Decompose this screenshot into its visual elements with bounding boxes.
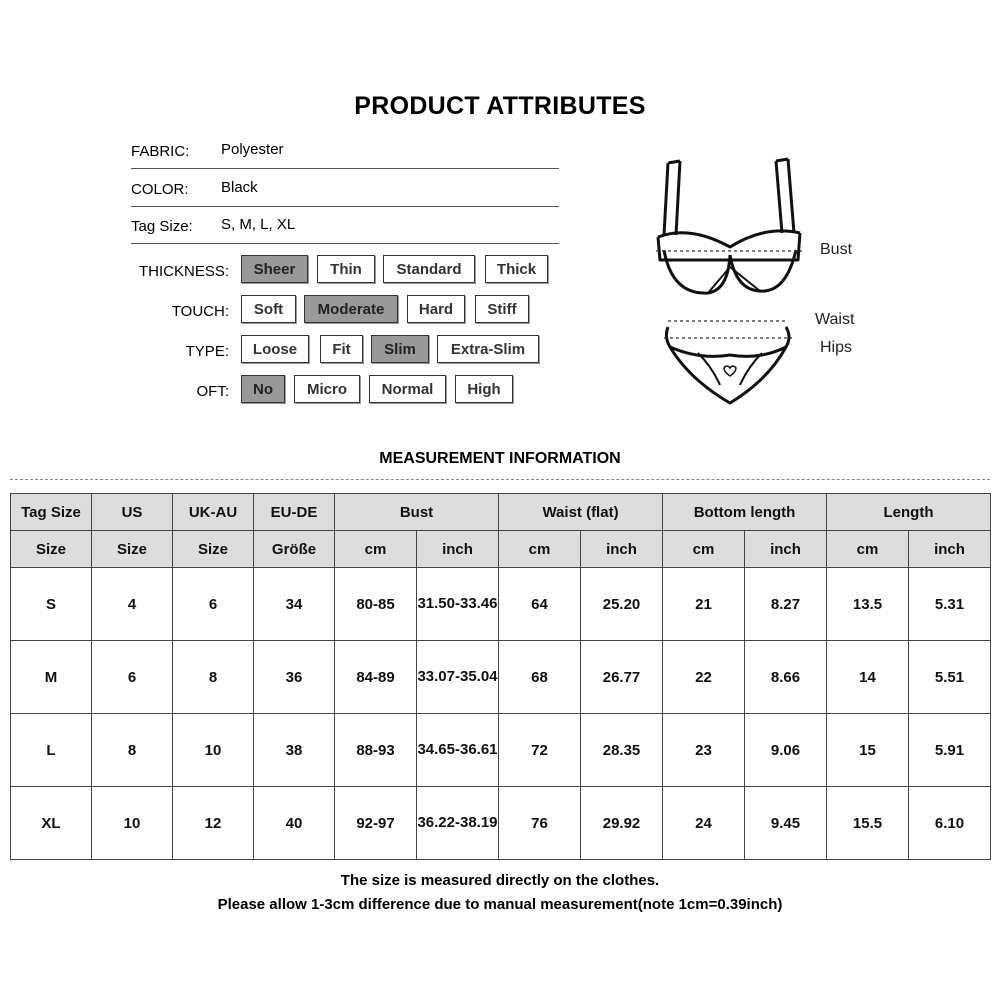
option-chip-normal[interactable]: Normal [369, 375, 446, 403]
table-subheader-cell: inch [417, 531, 499, 568]
table-header-cell: Waist (flat) [499, 494, 663, 531]
note-2: Please allow 1-3cm difference due to manual measurement(note 1cm=0.39inch) [217, 896, 783, 913]
table-cell: 64 [499, 568, 581, 641]
table-cell: 92-97 [335, 787, 417, 860]
option-chip-extra-slim[interactable]: Extra-Slim [437, 335, 539, 363]
table-cell: L [11, 714, 92, 787]
table-cell: 31.50-33.46 [417, 568, 499, 641]
option-group-label: TYPE: [185, 343, 229, 360]
option-chip-hard[interactable]: Hard [407, 295, 465, 323]
attr-value: Polyester [221, 141, 284, 158]
table-cell: 33.07-35.04 [417, 641, 499, 714]
note-1: The size is measured directly on the clothes. [340, 872, 660, 889]
option-group-label: THICKNESS: [138, 263, 229, 280]
table-cell: 8 [92, 714, 173, 787]
table-row [11, 787, 991, 860]
table-cell: 40 [254, 787, 335, 860]
attr-fabric [131, 132, 559, 169]
table-subheader-cell: cm [827, 531, 909, 568]
table-cell: XL [11, 787, 92, 860]
option-chip-moderate[interactable]: Moderate [304, 295, 398, 323]
table-cell: 15 [827, 714, 909, 787]
table-subheader-cell: Size [11, 531, 92, 568]
table-cell: 25.20 [581, 568, 663, 641]
table-cell: 36 [254, 641, 335, 714]
option-chip-soft[interactable]: Soft [241, 295, 296, 323]
table-cell: 88-93 [335, 714, 417, 787]
table-subheader-cell: cm [335, 531, 417, 568]
table-header-cell: Bottom length [663, 494, 827, 531]
table-cell: 28.35 [581, 714, 663, 787]
hips-label: Hips [820, 339, 853, 356]
table-cell: 9.45 [745, 787, 827, 860]
table-cell: 24 [663, 787, 745, 860]
table-subheader-cell: inch [581, 531, 663, 568]
table-cell: 10 [173, 714, 254, 787]
table-cell: 8.66 [745, 641, 827, 714]
table-cell: 12 [173, 787, 254, 860]
option-chip-sheer[interactable]: Sheer [241, 255, 308, 283]
option-chip-loose[interactable]: Loose [241, 335, 309, 363]
table-header-cell: Tag Size [11, 494, 92, 531]
attr-tag-size [131, 207, 559, 244]
option-chip-fit[interactable]: Fit [320, 335, 363, 363]
attr-value: Black [221, 179, 258, 196]
table-header-cell: UK-AU [173, 494, 254, 531]
attr-label: FABRIC: [131, 143, 190, 160]
table-header-row [11, 494, 991, 531]
table-cell: S [11, 568, 92, 641]
option-chip-stiff[interactable]: Stiff [475, 295, 529, 323]
table-cell: 5.91 [909, 714, 991, 787]
table-cell: 5.51 [909, 641, 991, 714]
size-table [10, 493, 991, 860]
measurement-title: MEASUREMENT INFORMATION [379, 450, 621, 467]
attr-value: S, M, L, XL [221, 216, 296, 233]
option-chip-standard[interactable]: Standard [383, 255, 475, 283]
table-cell: 21 [663, 568, 745, 641]
table-cell: 13.5 [827, 568, 909, 641]
table-cell: 80-85 [335, 568, 417, 641]
option-chip-no[interactable]: No [241, 375, 285, 403]
table-cell: 6.10 [909, 787, 991, 860]
table-cell: 34.65-36.61 [417, 714, 499, 787]
table-cell: M [11, 641, 92, 714]
bust-label: Bust [820, 241, 853, 258]
table-subheader-cell: Size [173, 531, 254, 568]
table-cell: 68 [499, 641, 581, 714]
table-cell: 76 [499, 787, 581, 860]
table-cell: 10 [92, 787, 173, 860]
table-row [11, 641, 991, 714]
attr-color [131, 170, 559, 207]
option-chip-high[interactable]: High [455, 375, 513, 403]
table-subheader-cell: Größe [254, 531, 335, 568]
lingerie-diagram-icon [650, 155, 853, 415]
table-cell: 8 [173, 641, 254, 714]
table-header-cell: Length [827, 494, 991, 531]
table-cell: 15.5 [827, 787, 909, 860]
attr-label: COLOR: [131, 181, 189, 198]
table-cell: 9.06 [745, 714, 827, 787]
table-cell: 14 [827, 641, 909, 714]
option-chip-micro[interactable]: Micro [294, 375, 360, 403]
table-subheader-cell: cm [663, 531, 745, 568]
table-cell: 8.27 [745, 568, 827, 641]
table-row [11, 568, 991, 641]
option-chip-thick[interactable]: Thick [485, 255, 548, 283]
page-title: PRODUCT ATTRIBUTES [354, 92, 646, 120]
table-cell: 29.92 [581, 787, 663, 860]
table-subheader-cell: inch [909, 531, 991, 568]
option-chip-thin[interactable]: Thin [317, 255, 375, 283]
table-header-cell: EU-DE [254, 494, 335, 531]
table-cell: 6 [173, 568, 254, 641]
divider [10, 479, 990, 480]
table-row [11, 714, 991, 787]
table-cell: 5.31 [909, 568, 991, 641]
table-header-cell: US [92, 494, 173, 531]
waist-label: Waist [815, 311, 855, 328]
option-chip-slim[interactable]: Slim [371, 335, 429, 363]
option-group-label: TOUCH: [171, 303, 229, 320]
table-cell: 26.77 [581, 641, 663, 714]
table-cell: 23 [663, 714, 745, 787]
table-cell: 38 [254, 714, 335, 787]
table-subheader-cell: cm [499, 531, 581, 568]
table-cell: 6 [92, 641, 173, 714]
table-cell: 84-89 [335, 641, 417, 714]
table-cell: 22 [663, 641, 745, 714]
option-group-label: OFT: [196, 383, 229, 400]
table-cell: 34 [254, 568, 335, 641]
table-subheader-cell: Size [92, 531, 173, 568]
table-subheader-row [11, 531, 991, 568]
table-subheader-cell: inch [745, 531, 827, 568]
table-cell: 4 [92, 568, 173, 641]
table-header-cell: Bust [335, 494, 499, 531]
table-cell: 36.22-38.19 [417, 787, 499, 860]
table-cell: 72 [499, 714, 581, 787]
attr-label: Tag Size: [131, 218, 193, 235]
